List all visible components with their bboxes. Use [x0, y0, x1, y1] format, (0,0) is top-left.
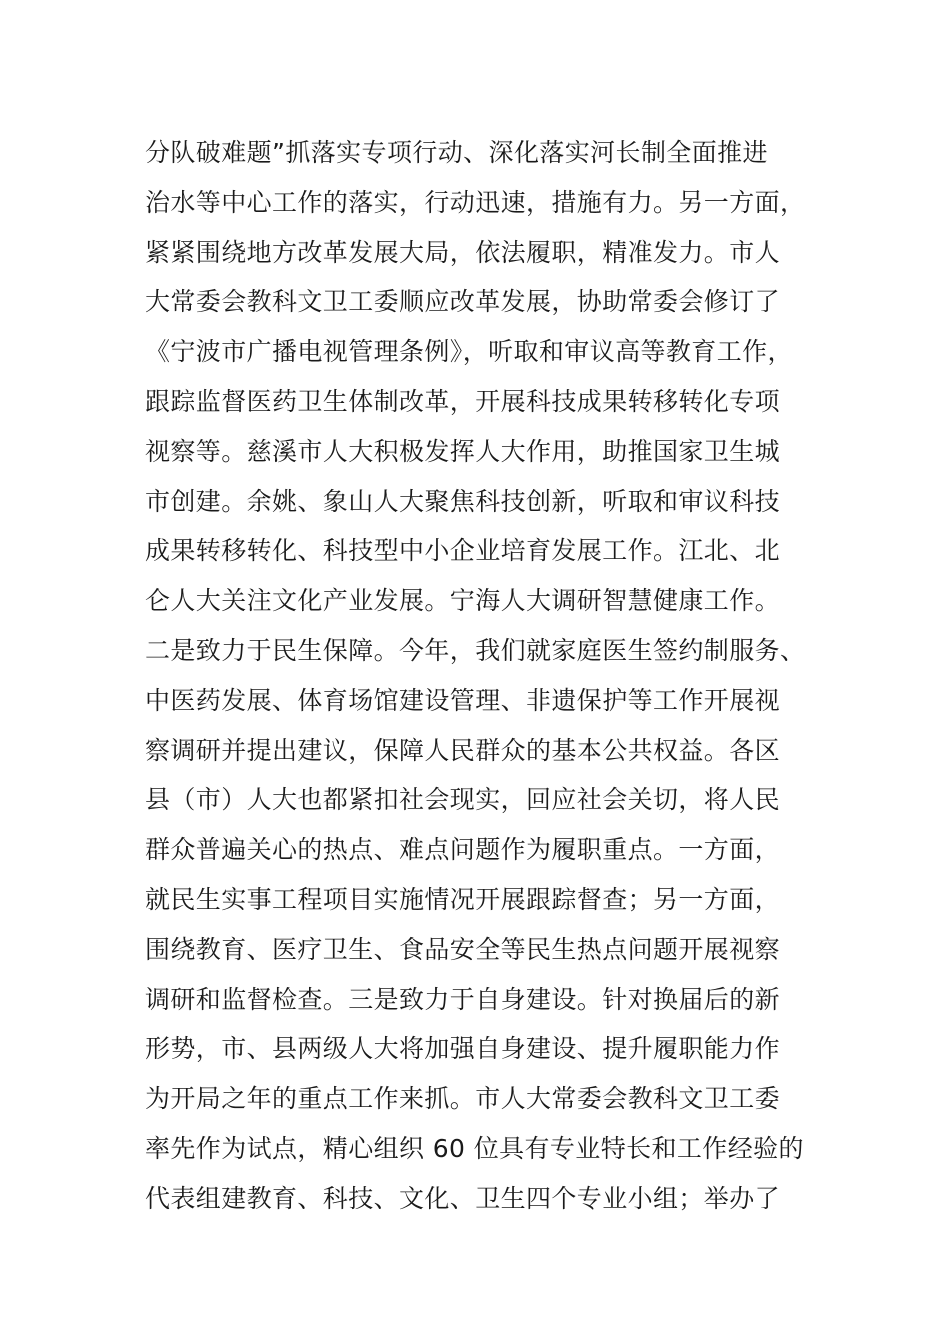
text-line: 大常委会教科文卫工委顺应改革发展，协助常委会修订了 [145, 287, 781, 317]
text-line: 仑人大关注文化产业发展。宁海人大调研智慧健康工作。 [145, 586, 781, 616]
text-line: 成果转移转化、科技型中小企业培育发展工作。江北、北 [145, 536, 781, 566]
text-line: 群众普遍关心的热点、难点问题作为履职重点。一方面， [145, 835, 781, 865]
text-line: 《宁波市广播电视管理条例》，听取和审议高等教育工作， [145, 337, 793, 367]
text-line: 形势，市、县两级人大将加强自身建设、提升履职能力作 [145, 1034, 781, 1064]
text-line: 率先作为试点，精心组织 60 位具有专业特长和工作经验的 [145, 1133, 804, 1163]
text-line: 视察等。慈溪市人大积极发挥人大作用，助推国家卫生城 [145, 436, 781, 466]
text-line: 就民生实事工程项目实施情况开展跟踪督查；另一方面， [145, 884, 781, 914]
text-line: 调研和监督检查。三是致力于自身建设。针对换届后的新 [145, 984, 781, 1014]
body-text [145, 128, 825, 1224]
text-line: 市创建。余姚、象山人大聚焦科技创新，听取和审议科技 [145, 486, 781, 516]
text-line: 县（市）人大也都紧扣社会现实，回应社会关切，将人民 [145, 785, 781, 815]
text-line: 察调研并提出建议，保障人民群众的基本公共权益。各区 [145, 735, 781, 765]
text-line: 代表组建教育、科技、文化、卫生四个专业小组；举办了 [145, 1183, 781, 1213]
text-line: 紧紧围绕地方改革发展大局，依法履职，精准发力。市人 [145, 237, 781, 267]
text-line: 二是致力于民生保障。今年，我们就家庭医生签约制服务、 [145, 635, 806, 665]
text-line: 为开局之年的重点工作来抓。市人大常委会教科文卫工委 [145, 1084, 781, 1114]
text-line: 中医药发展、体育场馆建设管理、非遗保护等工作开展视 [145, 685, 781, 715]
text-line: 分队破难题”抓落实专项行动、深化落实河长制全面推进 [145, 138, 768, 167]
text-line: 跟踪监督医药卫生体制改革，开展科技成果转移转化专项 [145, 386, 781, 416]
text-line: 围绕教育、医疗卫生、食品安全等民生热点问题开展视察 [145, 934, 781, 964]
text-line: 治水等中心工作的落实，行动迅速，措施有力。另一方面， [145, 187, 806, 217]
